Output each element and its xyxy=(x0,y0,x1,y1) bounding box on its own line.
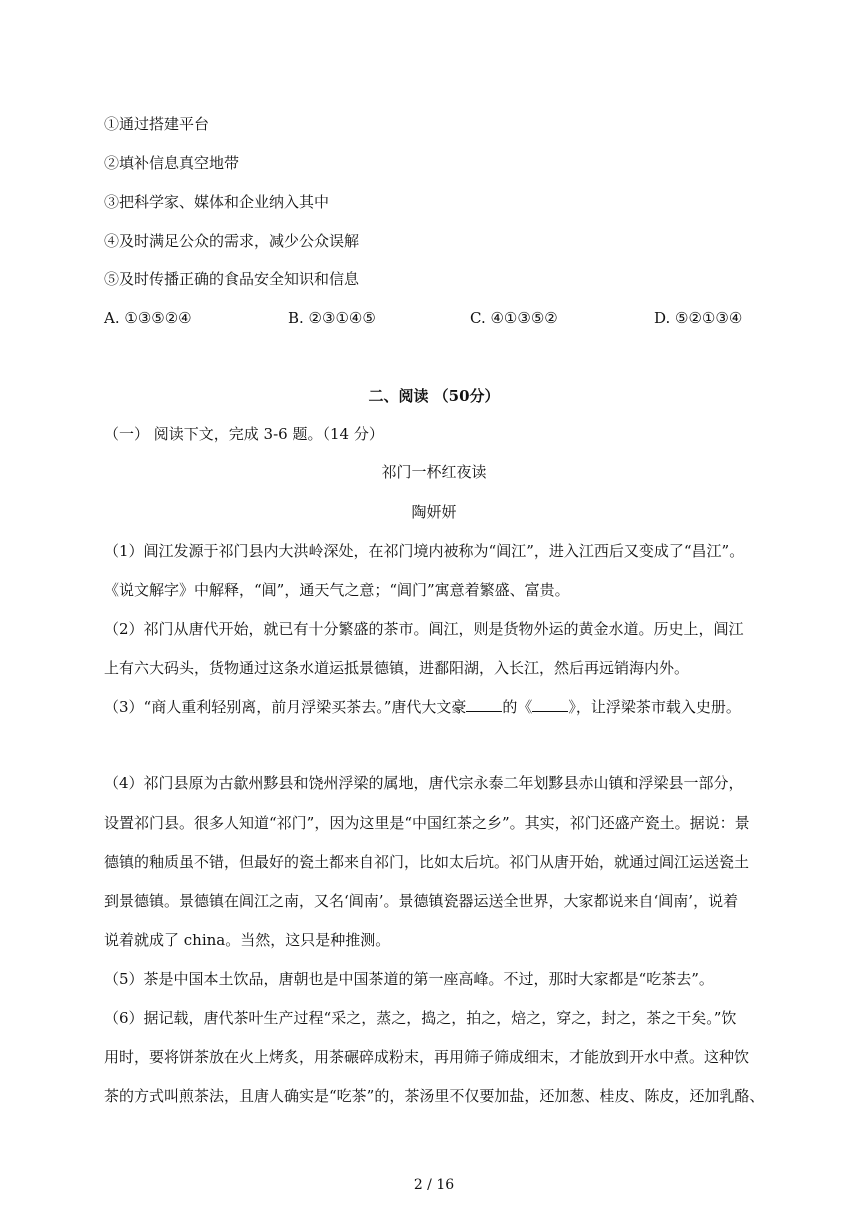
article-title: 祁门一杯红夜读 xyxy=(381,463,487,481)
section-title: 二、阅读 （50分） xyxy=(368,387,500,405)
option-1: ①通过搭建平台 xyxy=(104,115,210,133)
choice-c: C. ④①③⑤② xyxy=(470,309,558,327)
paragraph-3-part-b: 的《 xyxy=(502,698,533,716)
paragraph-6-line-1: （6）据记载，唐代茶叶生产过程“采之，蒸之，捣之，拍之，焙之，穿之，封之，茶之干矣。”饮 xyxy=(104,1009,737,1027)
paragraph-4-line-4: 到景德镇。景德镇在阊江之南，又名‘阊南’。景德镇瓷器运送全世界，大家都说来自‘阊南’，说着 xyxy=(104,892,739,910)
paragraph-4-line-3: 德镇的釉质虽不错，但最好的瓷土都来自祁门，比如太后坑。祁门从唐开始，就通过阊江运送瓷土 xyxy=(104,853,750,871)
paragraph-3-part-a: （3）“商人重利轻别离，前月浮梁买茶去。”唐代大文豪 xyxy=(104,698,467,716)
paragraph-2-line-2: 上有六大码头，货物通过这条水道运抵景德镇，进鄱阳湖，入长江，然后再远销海内外。 xyxy=(104,659,690,677)
choice-a: A. ①③⑤②④ xyxy=(104,309,192,327)
paragraph-1-line-1: （1）阊江发源于祁门县内大洪岭深处，在祁门境内被称为“阊江”，进入江西后又变成了“昌江”。 xyxy=(104,542,745,560)
paragraph-4-line-1: （4）祁门县原为古歙州黟县和饶州浮梁的属地，唐代宗永泰二年划黟县赤山镇和浮梁县一部分， xyxy=(104,774,744,792)
article-author: 陶妍妍 xyxy=(411,503,457,521)
answer-choices xyxy=(104,308,784,330)
author-blank[interactable] xyxy=(466,697,502,712)
paragraph-3-part-c: 》，让浮梁茶市载入史册。 xyxy=(568,698,741,716)
paragraph-6-line-2: 用时，要将饼茶放在火上烤炙，用茶碾碎成粉末，再用筛子筛成细末，才能放到开水中煮。这种饮 xyxy=(104,1048,750,1066)
paragraph-4-line-5: 说着就成了 china。当然，这只是种推测。 xyxy=(104,931,391,949)
option-5: ⑤及时传播正确的食品安全知识和信息 xyxy=(104,270,360,288)
paragraph-5-line-1: （5）茶是中国本土饮品，唐朝也是中国茶道的第一座高峰。不过，那时大家都是“吃茶去”。 xyxy=(104,970,714,988)
part-intro: （一） 阅读下文，完成 3-6 题。（14 分） xyxy=(104,425,384,443)
page-number: 2 / 16 xyxy=(413,1177,455,1193)
paragraph-6-line-3: 茶的方式叫煎茶法，且唐人确实是“吃茶”的，茶汤里不仅要加盐，还加葱、桂皮、陈皮，还加乳酪、 xyxy=(104,1087,765,1105)
option-4: ④及时满足公众的需求，减少公众误解 xyxy=(104,232,360,250)
paragraph-1-line-2: 《说文解字》中解释，“阊”，通天气之意；“阊门”寓意着繁盛、富贵。 xyxy=(104,581,570,599)
choice-b: B. ②③①④⑤ xyxy=(288,309,376,327)
paragraph-4-line-2: 设置祁门县。很多人知道“祁门”，因为这里是“中国红茶之乡”。其实，祁门还盛产瓷土。据说：景 xyxy=(104,814,750,832)
title-blank[interactable] xyxy=(532,697,568,712)
option-3: ③把科学家、媒体和企业纳入其中 xyxy=(104,193,330,211)
choice-d: D. ⑤②①③④ xyxy=(654,309,743,327)
paragraph-3 xyxy=(104,697,741,717)
paragraph-2-line-1: （2）祁门从唐代开始，就已有十分繁盛的茶市。阊江，则是货物外运的黄金水道。历史上，阊江 xyxy=(104,620,744,638)
option-2: ②填补信息真空地带 xyxy=(104,154,240,172)
